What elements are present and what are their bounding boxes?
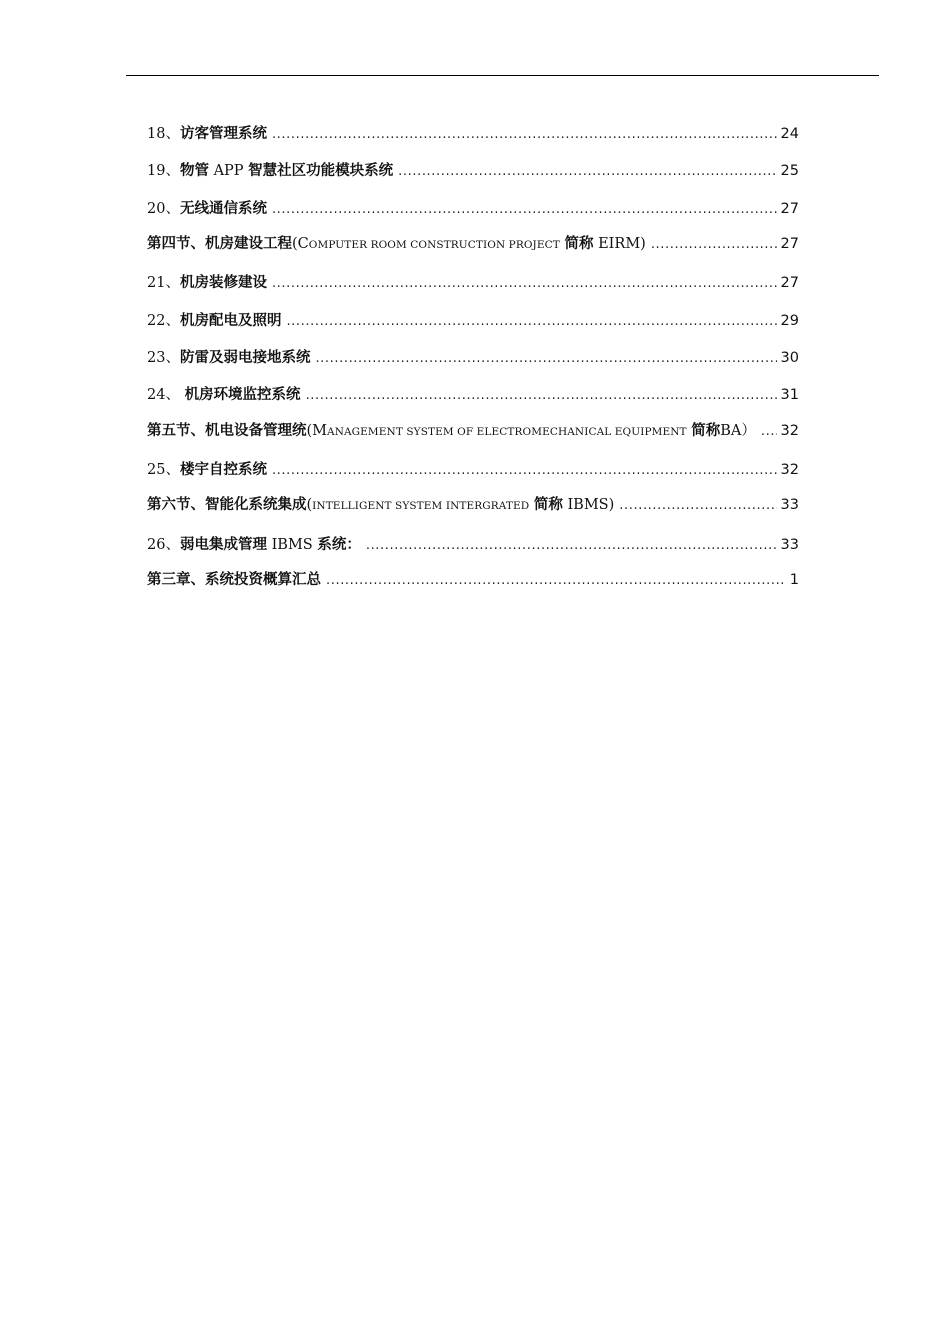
dot-leader — [619, 496, 776, 516]
toc-entry[interactable] — [147, 348, 799, 369]
toc-page-number: 27 — [780, 201, 799, 217]
toc-entry-title — [147, 348, 310, 368]
dot-leader — [398, 162, 776, 182]
dot-leader — [761, 422, 777, 442]
toc-entry[interactable] — [147, 385, 799, 406]
toc-page-number: 33 — [780, 537, 799, 553]
toc-english-title: ANAGEMENT SYSTEM OF ELECTROMECHANICAL EQUIPMENT — [327, 426, 687, 438]
toc-entry[interactable] — [147, 273, 799, 294]
toc-page-number: 24 — [780, 126, 799, 142]
toc-entry-label: 机房配电及照明 — [179, 312, 282, 329]
toc-entry-title — [147, 460, 267, 480]
toc-page-number: 27 — [780, 275, 799, 291]
toc-page-number: 31 — [780, 387, 799, 403]
toc-chapter-label: 第三章、系统投资概算汇总 — [147, 571, 321, 588]
toc-entry-number: 19、 — [147, 163, 180, 179]
toc-entry-label: 防雷及弱电接地系统 — [179, 349, 311, 366]
toc-english-title: OMPUTER ROOM CONSTRUCTION PROJECT — [308, 239, 560, 251]
toc-page-number: 27 — [780, 236, 799, 252]
toc-entry-title — [147, 273, 267, 293]
toc-entry-title — [147, 421, 756, 442]
toc-paren-open: (C — [292, 236, 309, 252]
toc-paren-open: ( — [306, 497, 313, 513]
toc-entry-number: 18、 — [147, 126, 180, 142]
toc-abbr: IBMS) — [567, 497, 615, 513]
toc-entry-title — [147, 535, 361, 555]
toc-section-entry[interactable] — [147, 495, 799, 516]
dot-leader — [286, 312, 776, 332]
toc-entry-title — [147, 124, 267, 144]
dot-leader — [315, 349, 776, 369]
toc-entry-label: 机房环境监控系统 — [184, 386, 301, 403]
toc-entry-number: 21、 — [147, 275, 180, 291]
toc-page-number: 32 — [780, 462, 799, 478]
toc-section-label: 第五节、机电设备管理统 — [147, 422, 307, 439]
toc-entry-title — [147, 234, 646, 255]
toc-entry-number: 26、 — [147, 537, 180, 553]
toc-entry-latin: APP — [213, 163, 244, 179]
toc-entry-latin: IBMS — [271, 537, 313, 553]
toc-entry-number: 22、 — [147, 313, 180, 329]
dot-leader — [326, 571, 786, 591]
toc-entry-label: 访客管理系统 — [179, 125, 267, 142]
toc-abbr: BA） — [720, 423, 756, 439]
toc-abbr-label: 简称 — [691, 422, 721, 439]
toc-section-entry[interactable] — [147, 234, 799, 255]
toc-entry-title — [147, 161, 393, 181]
toc-abbr-label: 简称 — [564, 235, 594, 252]
toc-page-number: 33 — [780, 497, 799, 513]
toc-page-number: 1 — [789, 572, 799, 588]
dot-leader — [651, 235, 777, 255]
toc-entry-label: 楼宇自控系统 — [179, 461, 267, 478]
toc-entry-label: 物管 — [179, 162, 209, 179]
dot-leader — [306, 386, 777, 406]
toc-page-number: 30 — [780, 350, 799, 366]
toc-entry-number: 24、 — [147, 387, 180, 403]
toc-entry-label: 弱电集成管理 — [179, 536, 267, 553]
dot-leader — [366, 536, 777, 556]
toc-entry-title — [147, 495, 614, 516]
toc-entry[interactable] — [147, 161, 799, 182]
toc-entry-label: 机房装修建设 — [179, 274, 267, 291]
toc-entry-label-suffix: 系统： — [317, 536, 361, 553]
toc-section-label: 第六节、智能化系统集成 — [147, 496, 307, 513]
toc-entry-title — [147, 385, 301, 405]
toc-abbr: EIRM) — [598, 236, 646, 252]
toc-entry-title — [147, 199, 267, 219]
toc-entry[interactable] — [147, 535, 799, 556]
toc-entry[interactable] — [147, 124, 799, 145]
toc-entry-title — [147, 311, 281, 331]
dot-leader — [272, 274, 777, 294]
dot-leader — [272, 200, 777, 220]
toc-entry-title — [147, 570, 321, 590]
toc-entry-number: 23、 — [147, 350, 180, 366]
dot-leader — [272, 461, 777, 481]
toc-entry-number: 20、 — [147, 201, 180, 217]
toc-page-number: 29 — [780, 313, 799, 329]
toc-entry[interactable] — [147, 460, 799, 481]
toc-abbr-label: 简称 — [533, 496, 563, 513]
toc-entry-label-suffix: 智慧社区功能模块系统 — [248, 162, 394, 179]
header-rule — [126, 75, 879, 76]
toc-section-entry[interactable] — [147, 421, 799, 442]
toc-section-label: 第四节、机房建设工程 — [147, 235, 292, 252]
toc-entry[interactable] — [147, 311, 799, 332]
toc-paren-open: (M — [306, 423, 328, 439]
toc-english-title: INTELLIGENT SYSTEM INTERGRATED — [312, 500, 530, 512]
dot-leader — [272, 125, 777, 145]
toc-chapter-entry[interactable] — [147, 570, 799, 591]
toc-page-number: 32 — [780, 423, 799, 439]
toc-entry-label: 无线通信系统 — [179, 200, 267, 217]
toc-entry-number: 25、 — [147, 462, 180, 478]
toc-page-number: 25 — [780, 163, 799, 179]
toc-entry[interactable] — [147, 199, 799, 220]
